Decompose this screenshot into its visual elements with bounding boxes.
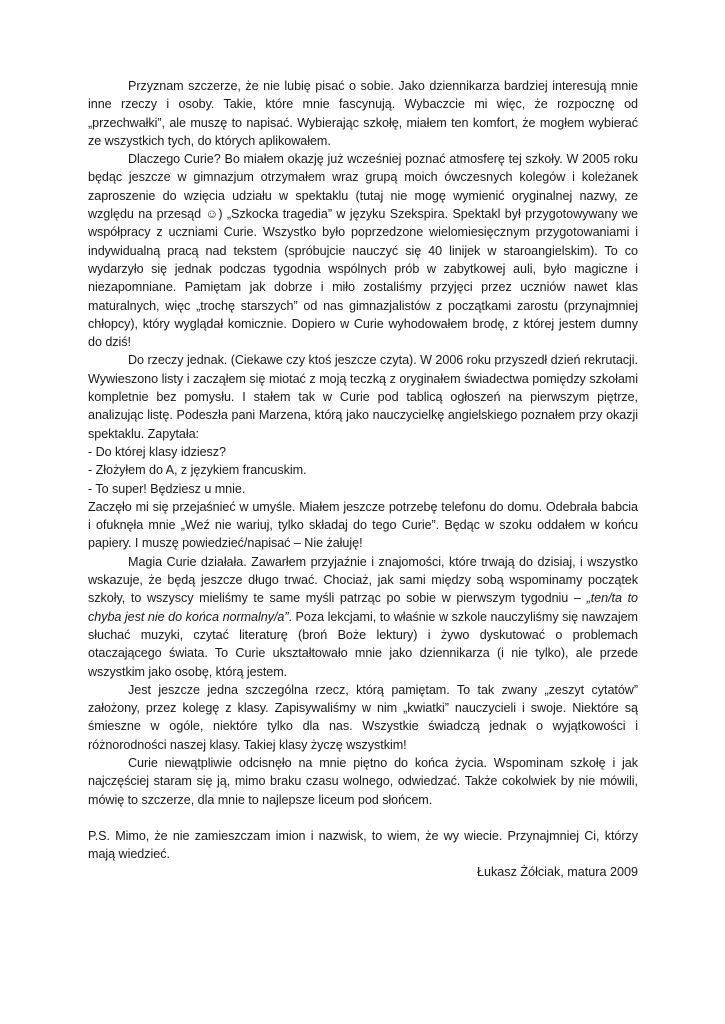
dialogue-line-1: - Do której klasy idziesz? <box>88 444 226 459</box>
paragraph-intro: Przyznam szczerze, że nie lubię pisać o sobie. Jako dziennikarza bardziej interesują mnie inne rzeczy i osoby. Takie, które mnie fascynują. Wybaczcie mi więc, że rozpocznę od „przechwałki”, ale muszę to napisać. Wybierając szkołę, miałem ten komfort, że mogłem wybierać ze wszystkich tych, do których aplikowałem. <box>88 79 638 148</box>
paragraph-why-curie: Dlaczego Curie? Bo miałem okazję już wcześniej poznać atmosferę tej szkoły. W 2005 roku będąc jeszcze w gimnazjum otrzymałem wraz grupą moich ówczesnych kolegów i koleżanek zaproszenie do wzięcia udziału w spektaklu (tutaj nie mogę wymienić oryginalnej nazwy, ze względu na przesąd ☺) „Szkocka tragedia” w języku Szekspira. Spektakl był przygotowywany we współpracy z uczniami Curie. Wszystko było poprzedzone wielomiesięcznym przygotowaniami i indywidualną pracą nad tekstem (spróbujcie nauczyć się 40 linijek w staroangielskim). To co wydarzyło się jednak podczas tygodnia wspólnych prób w zabytkowej auli, było magiczne i niezapomniane. Pamiętam jak dobrze i miło zostaliśmy przyjęci przez uczniów nawet klas maturalnych, więc „trochę starszych” od nas gimnazjalistów z początkami zarostu (przynajmniej chłopcy), który wyglądał komicznie. Dopiero w Curie wyhodowałem brodę, z której jestem dumny do dziś! <box>88 152 638 350</box>
dialogue-line-3: - To super! Będziesz u mnie. <box>88 481 246 496</box>
postscript: P.S. Mimo, że nie zamieszczam imion i nazwisk, to wiem, że wy wiecie. Przynajmniej Ci, którzy mają wiedzieć. <box>88 828 638 862</box>
paragraph-decision: Zaczęło mi się przejaśnieć w umyśle. Miałem jeszcze potrzebę telefonu do domu. Odebrała babcia i ofuknęła mnie „Weź nie wariuj, tylko składaj do tego Curie”. Będąc w szoku oddałem w końcu papiery. I muszę powiedzieć/napisać – Nie żałuję! <box>88 499 638 551</box>
paragraph-quotes-notebook: Jest jeszcze jedna szczególna rzecz, którą pamiętam. To tak zwany „zeszyt cytatów” założony, przez kolegę z klasy. Zapisywaliśmy w nim „kwiatki” nauczycieli i swoje. Niektóre są śmieszne w ogóle, niektóre tylko dla nas. Wszystkie świadczą jednak o wyjątkowości i różnorodności naszej klasy. Takiej klasy życzę wszystkim! <box>88 682 638 752</box>
paragraph-magic-part-2: . Poza lekcjami, to właśnie w szkole nauczyliśmy się nawzajem słuchać muzyki, czytać literaturę (broń Boże lektury) i żywo dyskutować o problemach otaczającego świata. To Curie ukształtowało mnie jako dziennikarza (i nie tylko), ale przede wszystkim jako osobę, którą jestem. <box>88 609 638 679</box>
paragraph-magic <box>88 553 638 681</box>
paragraph-magic-part-1: Magia Curie działała. Zawarłem przyjaźnie i znajomości, które trwają do dzisiaj, i wszystko wskazuje, że będą jeszcze długo trwać. Chociaż, jak sami między sobą wspominamy początek szkoły, to wszyscy mieliśmy te same myśli patrząc po sobie w pierwszym tygodniu – <box>88 554 638 606</box>
paragraph-magic-quote: „ten/ta to chyba jest nie do końca normalny/a” <box>88 591 638 624</box>
signature: Łukasz Żółciak, matura 2009 <box>476 865 638 880</box>
paragraph-recruitment: Do rzeczy jednak. (Ciekawe czy ktoś jeszcze czyta). W 2006 roku przyszedł dzień rekrutacji. Wywieszono listy i zacząłem się miotać z moją teczką z oryginałem świadectwa pomiędzy szkołami kompletnie bez pomysłu. I stałem tak w Curie pod tablicą ogłoszeń na pierwszym piętrze, analizując listę. Podeszła pani Marzena, którą jako nauczycielkę angielskiego poznałem przy okazji spektaklu. Zapytała: <box>88 353 638 441</box>
spacer <box>88 809 638 827</box>
dialogue-line-2: - Złożyłem do A, z językiem francuskim. <box>88 463 307 478</box>
paragraph-closing: Curie niewątpliwie odcisnęło na mnie piętno do końca życia. Wspominam szkołę i jak najczęściej staram się ją, mimo braku czasu wolnego, odwiedzać. Także cokolwiek by nie mówili, mówię to szczerze, dla mnie to najlepsze liceum pod słońcem. <box>88 755 638 807</box>
